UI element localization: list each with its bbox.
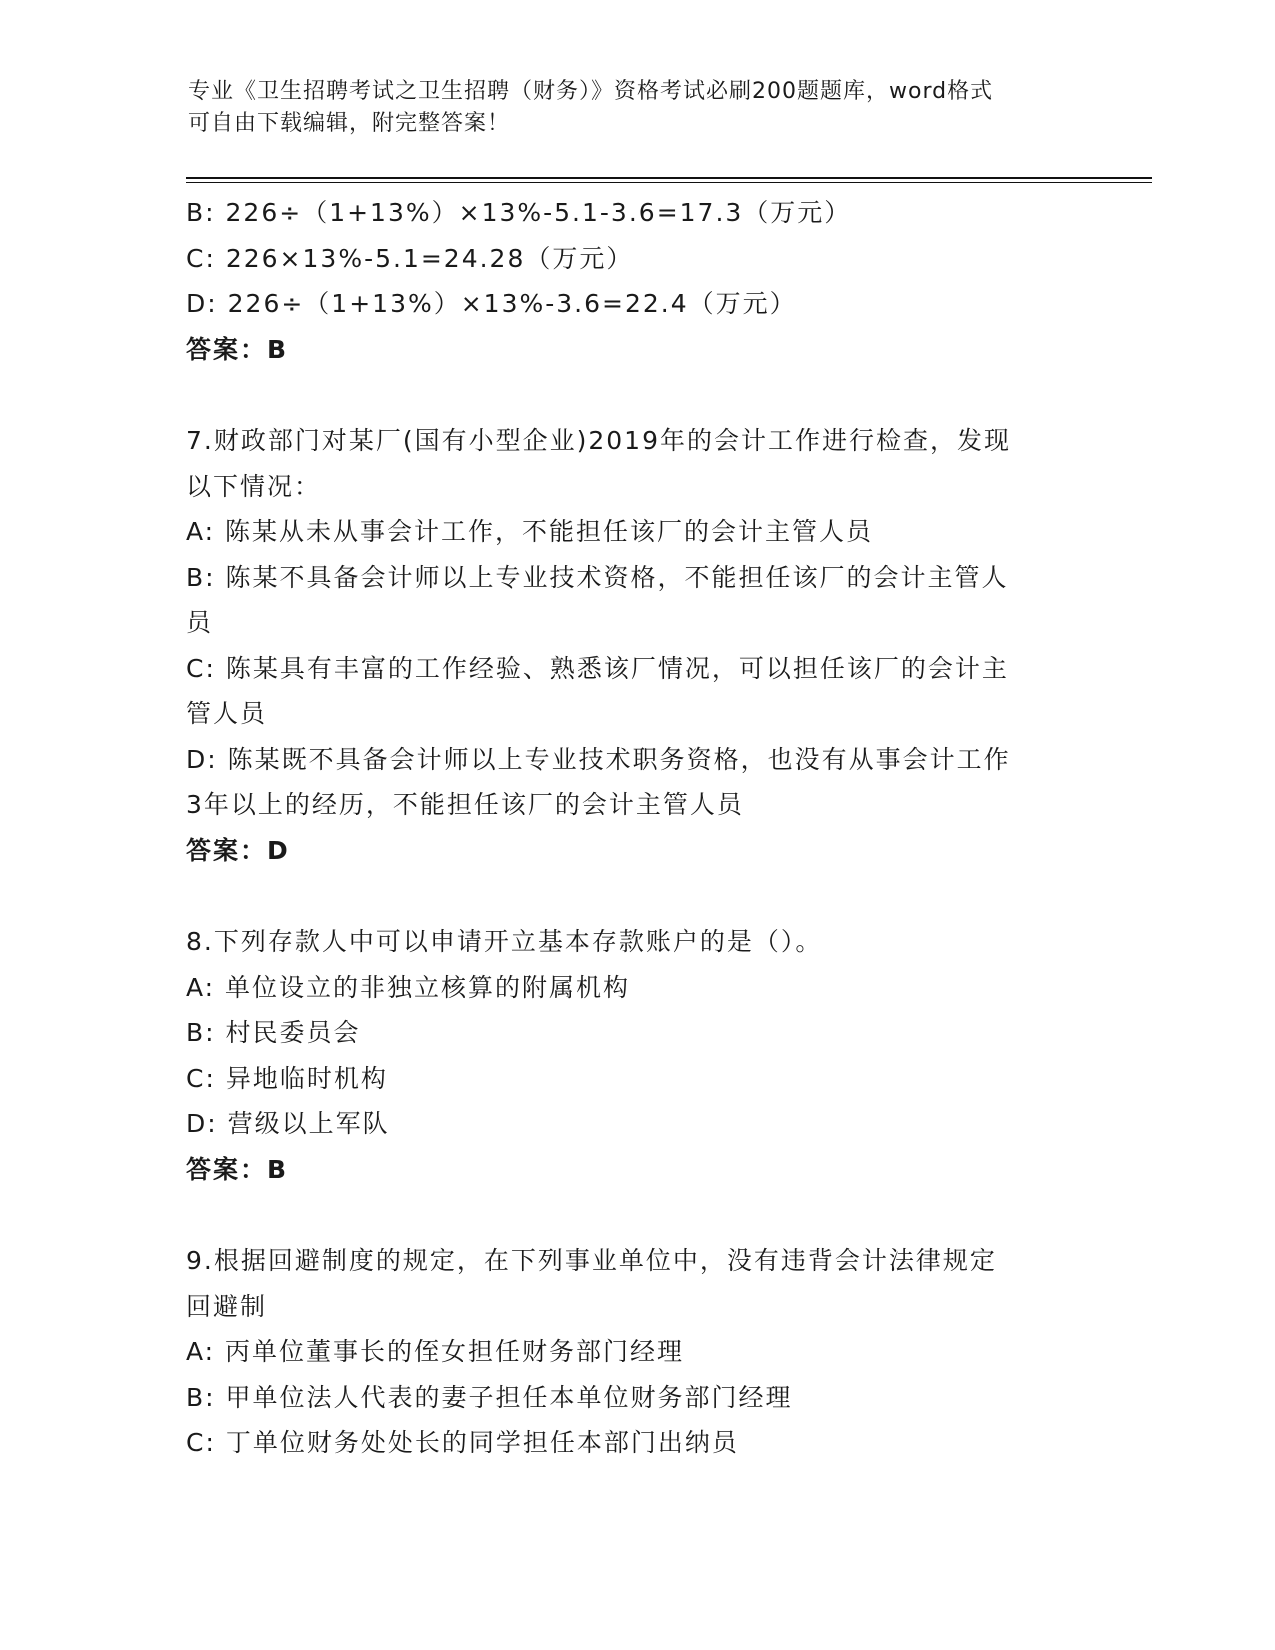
- question-6-continuation: [186, 190, 1086, 372]
- option-d: D: 226÷（1+13%）×13%-3.6=22.4（万元）: [186, 289, 797, 318]
- spacer: [186, 873, 1086, 919]
- option-d-line-2: 3年以上的经历，不能担任该厂的会计主管人员: [186, 790, 744, 819]
- option-c: C: 226×13%-5.1=24.28（万元）: [186, 243, 634, 273]
- header-divider-thin: [186, 182, 1152, 183]
- question-8: [186, 919, 1086, 1192]
- option-c-line-2: 管人员: [186, 699, 268, 728]
- option-b: B: 甲单位法人代表的妻子担任本单位财务部门经理: [186, 1382, 793, 1412]
- header-line-2: 可自由下载编辑，附完整答案！: [188, 111, 511, 136]
- option-d: D: 营级以上军队: [186, 1109, 390, 1138]
- document-header: [188, 76, 1068, 140]
- answer: 答案：D: [186, 835, 290, 865]
- option-b-line-2: 员: [186, 608, 214, 637]
- spacer: [186, 372, 1086, 418]
- option-a: A: 陈某从未从事会计工作，不能担任该厂的会计主管人员: [186, 517, 874, 546]
- header-divider: [186, 177, 1152, 179]
- header-line-1: 专业《卫生招聘考试之卫生招聘（财务）》资格考试必刷200题题库，word格式: [188, 79, 994, 104]
- question-stem-line-1: 7.财政部门对某厂(国有小型企业)2019年的会计工作进行检查，发现: [186, 426, 1011, 455]
- question-stem-line-2: 回避制: [186, 1291, 268, 1321]
- option-a: A: 单位设立的非独立核算的附属机构: [186, 972, 631, 1002]
- spacer: [186, 1192, 1086, 1238]
- option-c: C: 异地临时机构: [186, 1063, 388, 1093]
- document-body: [186, 190, 1086, 1466]
- option-c-line-1: C: 陈某具有丰富的工作经验、熟悉该厂情况，可以担任该厂的会计主: [186, 653, 1009, 683]
- question-7: [186, 418, 1086, 873]
- option-c: C: 丁单位财务处处长的同学担任本部门出纳员: [186, 1428, 739, 1457]
- option-b: B: 226÷（1+13%）×13%-5.1-3.6=17.3（万元）: [186, 198, 852, 227]
- question-stem-line-2: 以下情况：: [186, 471, 322, 501]
- question-stem-line-1: 9.根据回避制度的规定，在下列事业单位中，没有违背会计法律规定: [186, 1246, 997, 1275]
- answer: 答案：B: [186, 1154, 289, 1184]
- option-b-line-1: B: 陈某不具备会计师以上专业技术资格，不能担任该厂的会计主管人: [186, 562, 1009, 592]
- question-9: [186, 1238, 1086, 1466]
- option-b: B: 村民委员会: [186, 1018, 361, 1047]
- option-d-line-1: D: 陈某既不具备会计师以上专业技术职务资格，也没有从事会计工作: [186, 744, 1011, 774]
- answer: 答案：B: [186, 334, 289, 364]
- option-a: A: 丙单位董事长的侄女担任财务部门经理: [186, 1337, 685, 1366]
- question-stem: 8.下列存款人中可以申请开立基本存款账户的是（）。: [186, 927, 823, 956]
